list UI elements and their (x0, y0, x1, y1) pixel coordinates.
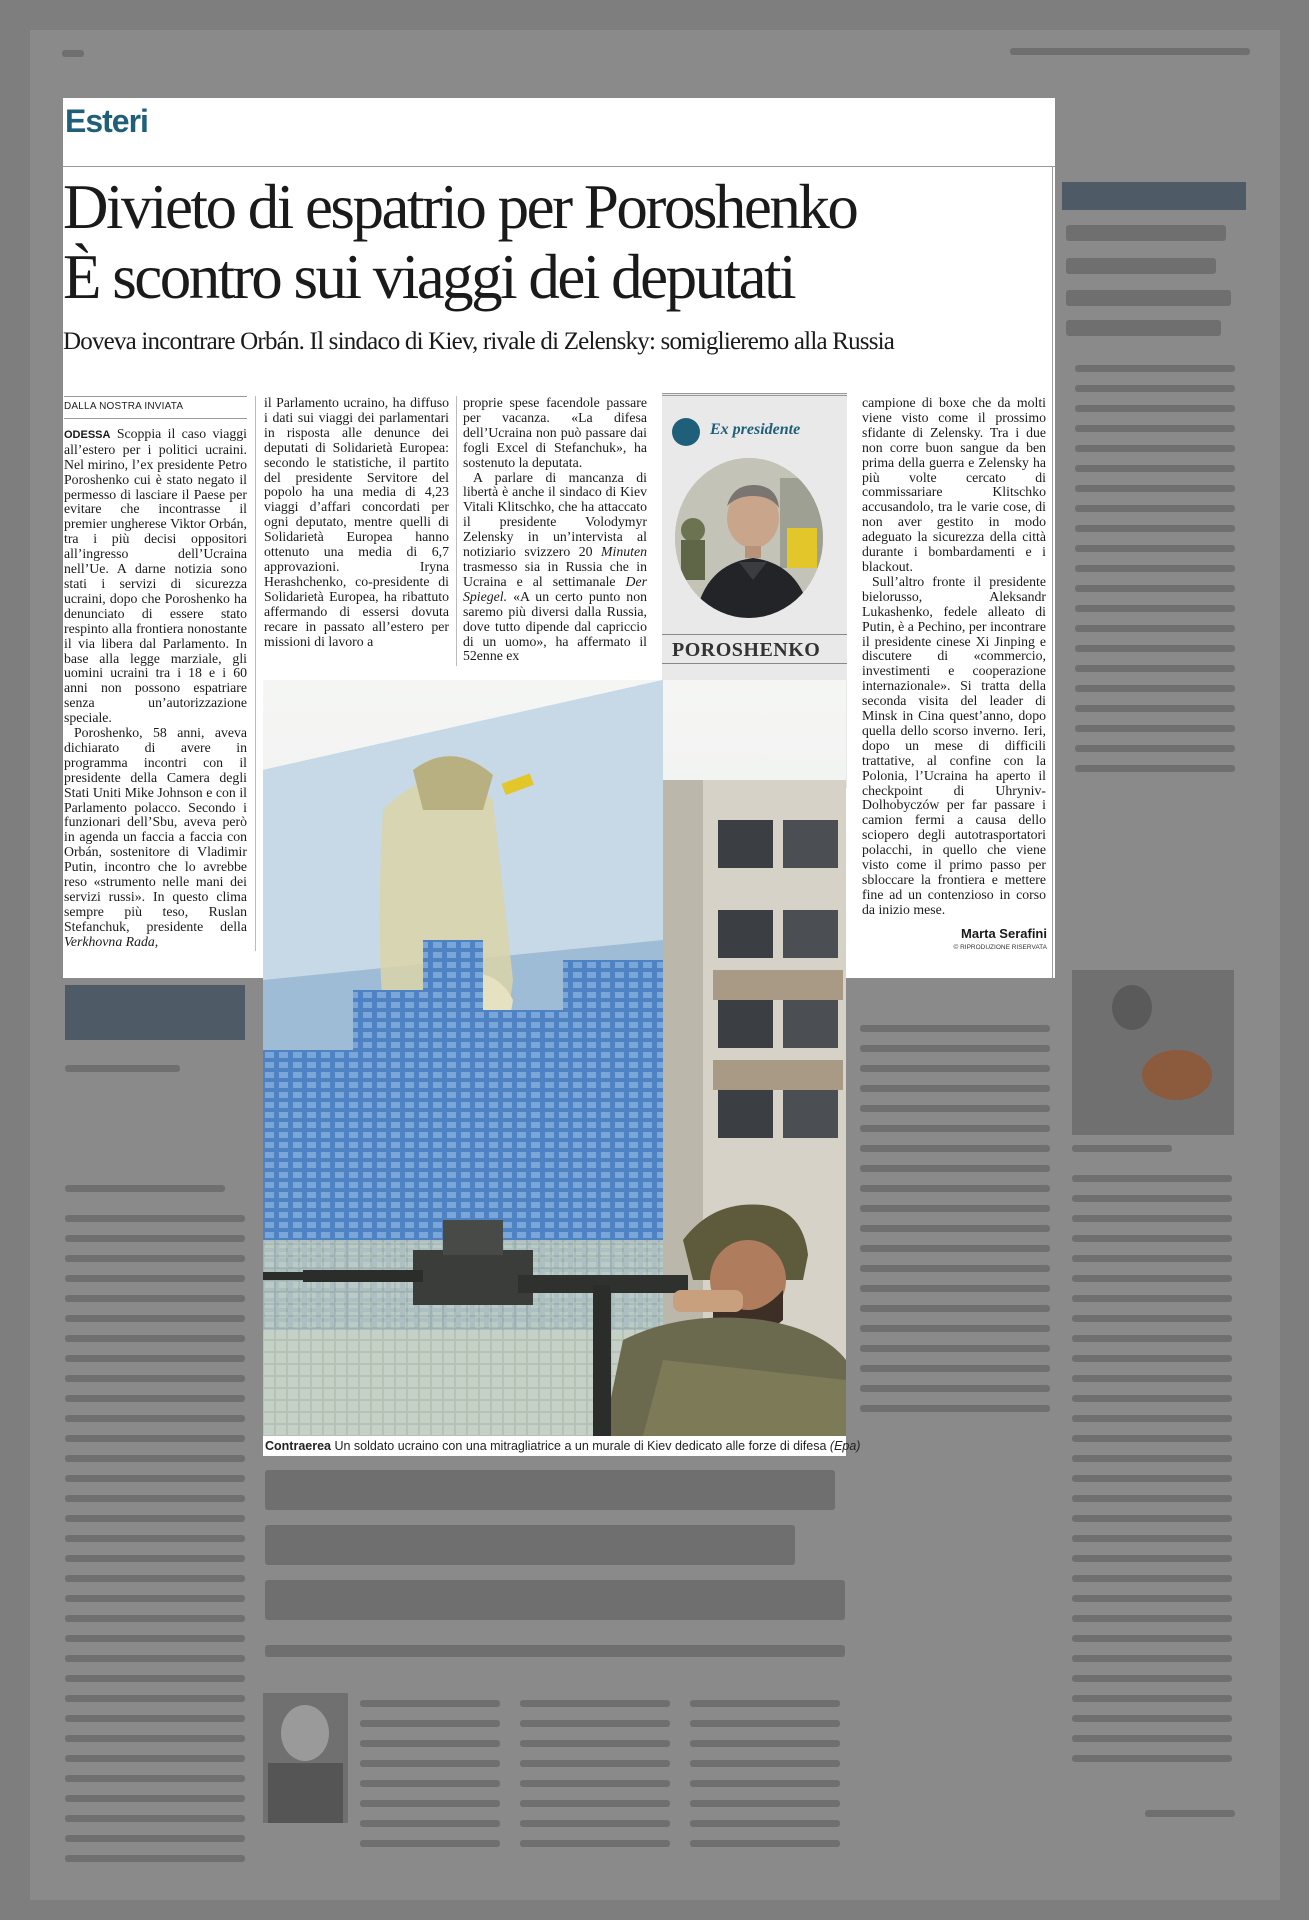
bg-text-line (1072, 1295, 1232, 1302)
bg-text-line (65, 1295, 245, 1302)
bg-text-line (520, 1780, 670, 1787)
italic-term: Verkhovna Rada, (64, 933, 159, 949)
bg-text-line (1072, 1635, 1232, 1642)
bg-text-line (1072, 1555, 1232, 1562)
box-label: Ex presidente (710, 421, 801, 438)
bg-text-line (65, 1355, 245, 1362)
article-column-1 (64, 396, 247, 950)
bg-text-line (65, 1065, 180, 1072)
bg-text-line (1072, 1175, 1232, 1182)
bg-subhead-bar (265, 1645, 845, 1657)
bg-text-line (1072, 1715, 1232, 1722)
caption-credit: (Epa) (829, 1439, 861, 1453)
bg-text-line (860, 1205, 1050, 1212)
headline (63, 172, 1048, 312)
bg-text-line (860, 1245, 1050, 1252)
bg-text-line (1075, 445, 1235, 452)
article-column-3 (463, 396, 647, 664)
card-right-rule (1052, 166, 1053, 978)
bg-text-line (1072, 1535, 1232, 1542)
bg-text-line (65, 1635, 245, 1642)
bg-text-line (65, 1675, 245, 1682)
bg-text-line (1075, 665, 1235, 672)
paragraph: Sull’altro fronte il presidente bielorusso, Aleksandr Lukashenko, fedele alleato di Putin, è a Pechino, per incontrare il presidente cinese Xi Jinping e discutere di «commercio, investimenti e cooperazione internazionale». Si tratta della seconda visita del leader di Minsk in Cina quest’anno, dopo quella dello scorso inverno. Ieri, dopo un mese di difficili trattative, al confine con la Polonia, l’Ucraina ha aperto il checkpoint di Uhryniv-Dolhobyczów per far passare i camion fermi a causa dello sciopero degli autotrasportatori polacchi, in quello che viene visto come il primo passo per sbloccare la frontiera e mettere fine ad un contenzioso in corso da inizio mese. (862, 573, 1046, 917)
paragraph-text: A parlare di mancanza di libertà è anche il sindaco di Kiev Vitali Klitschko, che ha attaccato il presidente Volodymyr Zelensky in un’intervista al notiziario svizzero 20 (463, 469, 647, 560)
bg-text-line (690, 1760, 840, 1767)
bg-text-line (360, 1780, 500, 1787)
byline-top: DALLA NOSTRA INVIATA (64, 396, 247, 419)
bg-text-line (1075, 685, 1235, 692)
bg-text-line (1072, 1455, 1232, 1462)
bg-text-line (1072, 1515, 1232, 1522)
bg-text-line (1072, 1255, 1232, 1262)
bg-text-line (65, 1415, 245, 1422)
bg-text-line (1075, 525, 1235, 532)
bg-text-line (65, 1855, 245, 1862)
box-name: POROSHENKO (662, 634, 847, 664)
bg-text-line (65, 1715, 245, 1722)
bg-text-line (1075, 465, 1235, 472)
bg-text-line (65, 1375, 245, 1382)
paragraph: proprie spese facendole passare per vacanza. «La difesa dell’Ucraina non può passare dai fogli Excel di Stefanchuk», ha sostenuto la deputata. (463, 395, 647, 470)
bg-text-line (1072, 1275, 1232, 1282)
bg-text-line (65, 1755, 245, 1762)
bg-page-number (62, 50, 84, 57)
bg-text-line (860, 1025, 1050, 1032)
bg-text-line (860, 1105, 1050, 1112)
bg-text-line (1075, 645, 1235, 652)
bg-text-line (1072, 1655, 1232, 1662)
bg-text-line (1072, 1435, 1232, 1442)
paragraph-text: Scoppia il caso viaggi all’estero per i politici ucraini. Nel mirino, l’ex presidente Petro Poroshenko cui è stato negato il permesso di lasciare il Paese per evitare che incontrasse il premier ungherese Viktor Orbán, tra i più decisi oppositori all’ingresso dell’Ucraina nell’Ue. A darne notizia sono stati i servizi di sicurezza ucraini, dopo che Poroshenko ha denunciato di essere stato respinto alla frontiera nonostante il via libera dal Parlamento. In base alla legge marziale, gli uomini ucraini tra i 18 e i 60 anni non possono espatriare senza un’autorizzazione speciale. (64, 425, 247, 726)
bg-text-line (1075, 765, 1235, 772)
bg-text-line (65, 1735, 245, 1742)
bg-text-line (360, 1840, 500, 1847)
bg-text-line (860, 1125, 1050, 1132)
bg-text-line (1072, 1375, 1232, 1382)
bg-text-line (1072, 1595, 1232, 1602)
bg-text-line (65, 1795, 245, 1802)
bg-text-line (1072, 1235, 1232, 1242)
bg-text-line (1075, 485, 1235, 492)
bg-text-line (1072, 1415, 1232, 1422)
bg-text-line (65, 1615, 245, 1622)
dateline: ODESSA (64, 428, 111, 441)
bg-text-line (1075, 705, 1235, 712)
bg-text-line (860, 1065, 1050, 1072)
bg-text-line (1075, 385, 1235, 392)
section-label: Esteri (65, 103, 148, 139)
bg-text-line (1072, 1755, 1232, 1762)
bg-text-line (1075, 405, 1235, 412)
bg-text-line (1075, 745, 1235, 752)
bg-text-line (1075, 725, 1235, 732)
bg-text-line (65, 1185, 225, 1192)
bg-text-line (1072, 1145, 1172, 1152)
bg-portrait (263, 1693, 348, 1823)
bg-text-line (1072, 1495, 1232, 1502)
subheadline: Doveva incontrare Orbán. Il sindaco di Kiev, rivale di Zelensky: somiglieremo alla Russia (63, 328, 895, 355)
bg-text-line (65, 1315, 245, 1322)
bg-text-line (65, 1515, 245, 1522)
bg-text-line (1072, 1355, 1232, 1362)
bg-section-chip (1062, 182, 1246, 210)
bg-headline-bar (265, 1470, 835, 1510)
bg-headline-bar (265, 1525, 795, 1565)
bg-text-line (690, 1800, 840, 1807)
paragraph-text: «A un certo punto non saremo più diversi dalla Russia, dove tutto dipende dal capriccio di un uomo», ha affermato il 52enne ex (463, 588, 648, 664)
bg-text-line (860, 1045, 1050, 1052)
mural-photo (263, 680, 846, 1436)
bg-text-line (860, 1265, 1050, 1272)
bg-text-line (65, 1495, 245, 1502)
bg-text-line (1072, 1735, 1232, 1742)
rights-notice: © RIPRODUZIONE RISERVATA (953, 944, 1047, 951)
bg-text-line (65, 1335, 245, 1342)
headline-line-1: Divieto di espatrio per Poroshenko (63, 172, 857, 242)
bg-text-line (690, 1780, 840, 1787)
bg-text-line (520, 1740, 670, 1747)
bg-side-heading (1066, 290, 1231, 306)
article-column-2 (264, 396, 449, 649)
bg-text-line (65, 1655, 245, 1662)
bg-text-line (1075, 565, 1235, 572)
box-dot-icon (672, 418, 700, 446)
bg-text-line (1072, 1215, 1232, 1222)
bg-text-line (65, 1815, 245, 1822)
column-separator (456, 396, 457, 666)
bg-text-line (1075, 425, 1235, 432)
bg-text-line (1075, 545, 1235, 552)
bg-text-line (520, 1760, 670, 1767)
bg-text-line (690, 1820, 840, 1827)
bg-text-line (860, 1325, 1050, 1332)
paragraph-text: Poroshenko, 58 anni, aveva dichiarato di avere in programma incontri con il presidente della Camera degli Stati Uniti Mike Johnson e con il Parlamento polacco. Secondo i funzionari dell’Sbu, aveva però in agenda un faccia a faccia con Orbán, sostenitore di Vladimir Putin, incontro che lo avrebbe reso «strumento nelle mani dei servizi russi». In questo clima sempre più teso, Ruslan Stefanchuk, presidente della (64, 725, 247, 934)
bg-text-line (65, 1475, 245, 1482)
bg-text-line (1075, 605, 1235, 612)
bg-box (65, 985, 245, 1040)
bg-text-line (1072, 1315, 1232, 1322)
bg-text-line (690, 1740, 840, 1747)
bg-side-heading (1066, 320, 1221, 336)
bg-text-line (1075, 505, 1235, 512)
bg-text-line (860, 1165, 1050, 1172)
bg-text-line (1075, 365, 1235, 372)
italic-term: Minuten (601, 544, 648, 560)
bg-text-line (860, 1145, 1050, 1152)
bg-text-line (860, 1365, 1050, 1372)
author-signature: Marta Serafini (961, 926, 1047, 941)
bg-text-line (520, 1840, 670, 1847)
photo-caption (263, 1436, 861, 1456)
bg-text-line (65, 1255, 245, 1262)
bg-text-line (65, 1535, 245, 1542)
paragraph: il Parlamento ucraino, ha diffuso i dati sui viaggi dei parlamentari in risposta alle denunce dei deputati di Solidarietà Europea: secondo le statistiche, il partito del presidente Servitore del popolo ha una media di 4,23 viaggi d’affari concordati per ogni deputato, mentre quelli di Solidarietà Europea hanno ottenuto una media di 6,7 approvazioni. Iryna Herashchenko, co-presidente di Solidarietà Europea, ha ribattuto affermando di essersi dovuta recare in passato all’estero per missioni di lavoro a (264, 395, 449, 649)
bg-text-line (860, 1285, 1050, 1292)
bg-text-line (65, 1575, 245, 1582)
bg-text-line (65, 1775, 245, 1782)
bg-text-line (1145, 1810, 1235, 1817)
bg-text-line (1072, 1695, 1232, 1702)
bg-text-line (1072, 1395, 1232, 1402)
section-divider (63, 166, 1055, 167)
bg-text-line (520, 1820, 670, 1827)
bg-text-line (690, 1700, 840, 1707)
bg-text-line (690, 1840, 840, 1847)
italic-term: Der Spiegel. (463, 573, 648, 604)
paragraph (64, 427, 247, 726)
bg-text-line (860, 1345, 1050, 1352)
bg-text-line (520, 1700, 670, 1707)
paragraph-text: trasmesso sia in Russia che in Ucraina e al settimanale (463, 558, 647, 589)
bg-text-line (860, 1085, 1050, 1092)
caption-text: Un soldato ucraino con una mitragliatrice a un murale di Kiev dedicato alle forze di difesa (334, 1439, 827, 1453)
bg-text-line (360, 1800, 500, 1807)
bg-text-line (520, 1800, 670, 1807)
bg-text-line (520, 1720, 670, 1727)
bg-text-line (65, 1235, 245, 1242)
bg-text-line (65, 1695, 245, 1702)
bg-text-line (860, 1405, 1050, 1412)
bg-headline-bar (265, 1580, 845, 1620)
bg-text-line (360, 1820, 500, 1827)
bg-text-line (360, 1720, 500, 1727)
bg-text-line (1072, 1195, 1232, 1202)
bg-photo (1072, 970, 1234, 1135)
bg-text-line (1075, 585, 1235, 592)
bg-side-heading (1066, 258, 1216, 274)
portrait-photo (675, 458, 823, 618)
bg-text-line (360, 1700, 500, 1707)
bg-text-line (65, 1395, 245, 1402)
bg-text-line (1072, 1675, 1232, 1682)
bg-text-line (65, 1555, 245, 1562)
bg-text-line (1072, 1335, 1232, 1342)
caption-label: Contraerea (265, 1439, 331, 1453)
paragraph (64, 726, 247, 950)
bg-text-line (860, 1185, 1050, 1192)
bg-text-line (360, 1760, 500, 1767)
article-column-5 (862, 396, 1046, 918)
headline-line-2: È scontro sui viaggi dei deputati (63, 242, 795, 312)
bg-text-line (690, 1720, 840, 1727)
bg-text-line (860, 1225, 1050, 1232)
bg-text-line (860, 1305, 1050, 1312)
bg-text-line (1075, 625, 1235, 632)
bg-text-line (65, 1435, 245, 1442)
bg-date-line (1010, 48, 1250, 55)
bg-text-line (65, 1215, 245, 1222)
bg-side-heading (1066, 225, 1226, 241)
bg-text-line (360, 1740, 500, 1747)
column-separator (255, 396, 256, 951)
bg-text-line (65, 1275, 245, 1282)
bg-text-line (1072, 1475, 1232, 1482)
bg-text-line (1072, 1575, 1232, 1582)
bg-text-line (1072, 1615, 1232, 1622)
bg-text-line (65, 1455, 245, 1462)
bg-text-line (860, 1385, 1050, 1392)
paragraph: campione di boxe che da molti viene visto come il prossimo sfidante di Zelensky. Tra i due non corre buon sangue da ben prima della guerra e Zelensky ha più volte cercato di commissariare Klitschko accusandolo, tra le varie cose, di non aver gestito in modo adeguato la sicurezza della città durante i bombardamenti e i blackout. (862, 395, 1046, 574)
bg-text-line (65, 1595, 245, 1602)
bg-text-line (65, 1835, 245, 1842)
paragraph (463, 471, 647, 665)
